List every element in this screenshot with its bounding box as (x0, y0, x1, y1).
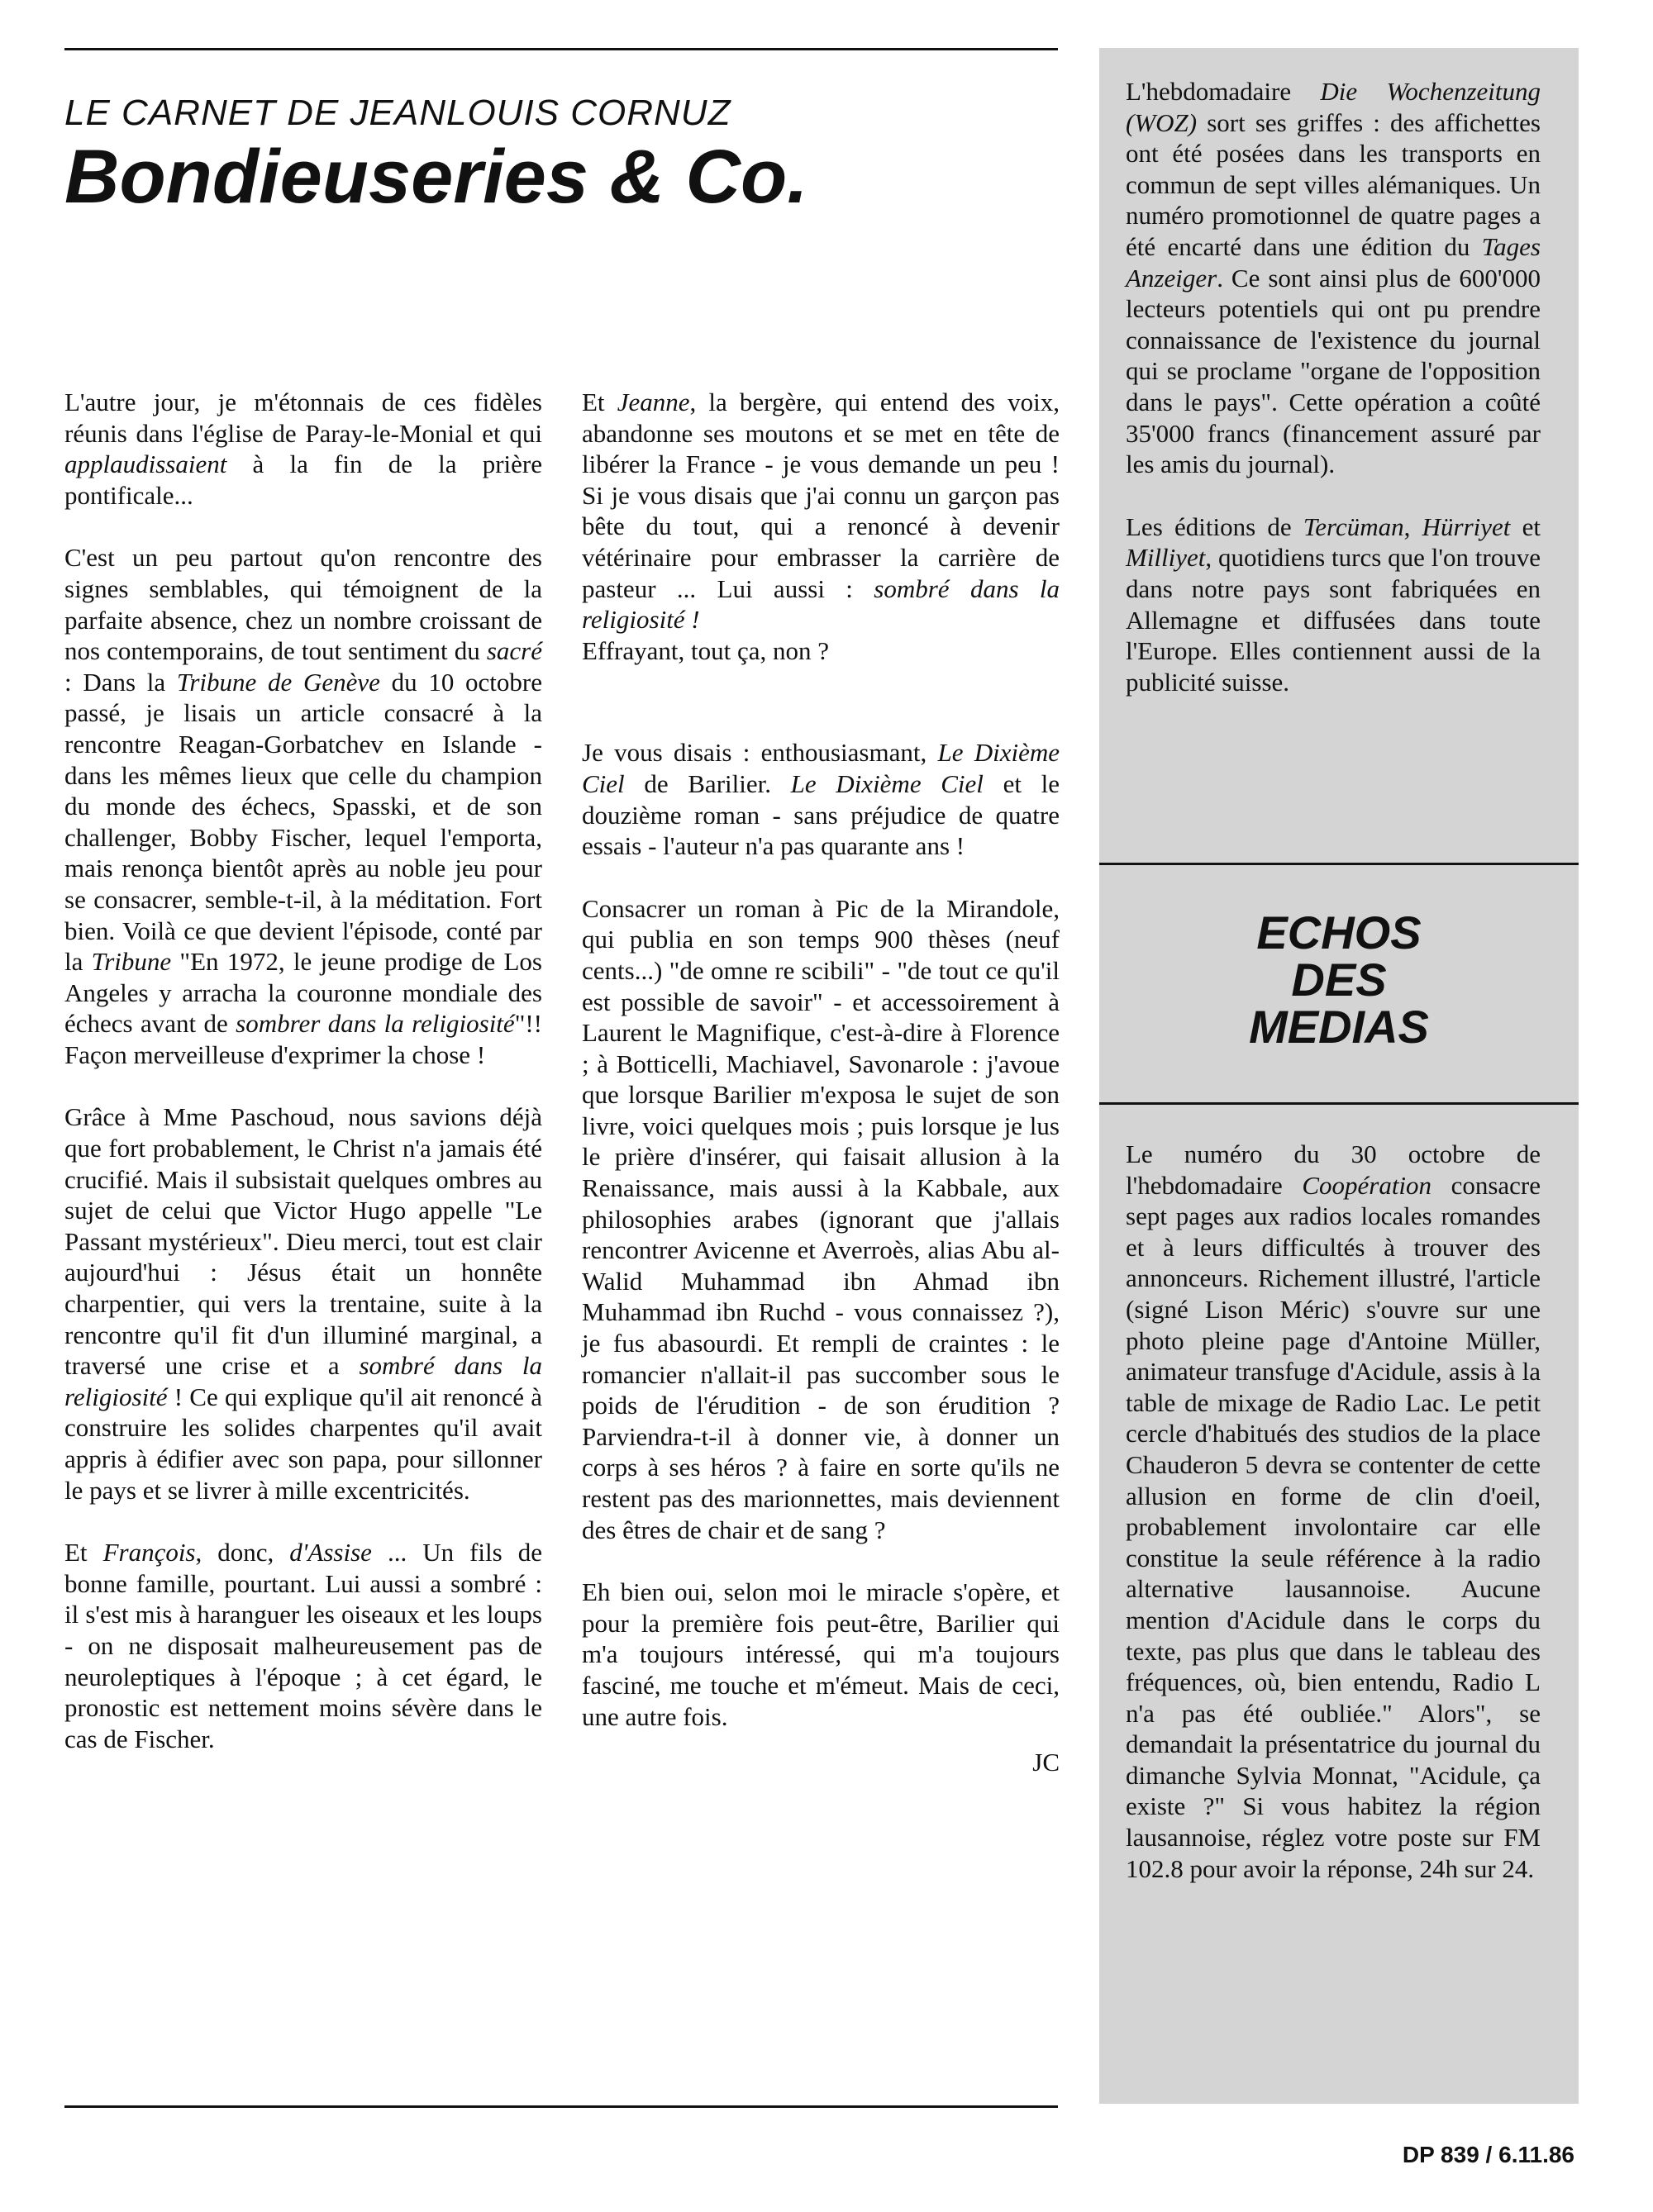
article-column-1 (64, 387, 542, 1786)
sidebar-news-bottom (1126, 1139, 1541, 1884)
top-rule (64, 48, 1058, 50)
paragraph: Et François, donc, d'Assise ... Un fils de bonne famille, pourtant. Lui aussi a sombré : il s'est mis à haranguer les oiseaux et les loups - on ne disposait malheureusement pas de neuroleptiques à l'époque ; à cet égard, le pronostic est nettement moins sévère dans le cas de Fischer. (64, 1538, 542, 1753)
section-heading: ECHOS DES MEDIAS (1249, 906, 1429, 1053)
sidebar-rule-bottom (1099, 1102, 1579, 1105)
paragraph: Consacrer un roman à Pic de la Mirandole, qui publia en son temps 900 thèses (neuf cents...) "de omne re scibili" - "de tout ce qu'il est possible de savoir" - et accessoirement à Laurent le Magnifique, c'est-à-dire à Florence ; à Botticelli, Machiavel, Savonarole : j'avoue que lorsque Barilier m'exposa le sujet de son livre, voici quelques mois ; puis lorsque je lus le prière d'insérer, qui faisait allusion à la Renaissance, mais aussi à la Kabbale, aux philosophies arabes (ignorant que j'allais rencontrer Avicenne et Averroès, alias Abu al-Walid Muhammad ibn Ahmad ibn Muhammad ibn Ruchd - vous connaissez ?), je fus abasourdi. Et rempli de craintes : le romancier n'allait-il pas succomber sous le poids de l'érudition - de son érudition ? Parviendra-t-il à donner vie, à donner un corps à ses héros ? à faire en sorte qu'ils ne restent pas des marionnettes, mais deviennent des êtres de chair et de sang ? (582, 893, 1060, 1544)
paragraph: Eh bien oui, selon moi le miracle s'opère, et pour la première fois peut-être, Barilier qui m'a toujours intéressé, qui m'a toujours fasciné, me touche et m'émeut. Mais de ceci, une autre fois. (582, 1577, 1060, 1731)
paragraph: L'hebdomadaire Die Wochenzeitung (WOZ) sort ses griffes : des affichettes ont été posées dans les transports en commun de sept villes alémaniques. Un numéro promotionnel de quatre pages a été encarté dans une édition du Tages Anzeiger. Ce sont ainsi plus de 600'000 lecteurs potentiels qui ont pu prendre connaissance de l'existence du journal qui se proclame "organe de l'opposition dans le pays". Cette opération a coûté 35'000 francs (financement assuré par les amis du journal). (1126, 77, 1541, 479)
bottom-rule (64, 2105, 1058, 2108)
paragraph: Les éditions de Tercüman, Hürriyet et Milliyet, quotidiens turcs que l'on trouve dans notre pays sont fabriquées en Allemagne et diffusées dans toute l'Europe. Elles contiennent aussi de la publicité suisse. (1126, 511, 1541, 697)
paragraph: Grâce à Mme Paschoud, nous savions déjà que fort probablement, le Christ n'a jamais été crucifié. Mais il subsistait quelques ombres au sujet de celui que Victor Hugo appelle "Le Passant mystérieux". Dieu merci, tout est clair aujourd'hui : Jésus était un honnête charpentier, qui vers la trentaine, suite à la rencontre qu'il fit d'un illuminé marginal, a traversé une crise et a sombré dans la religiosité ! Ce qui explique qu'il ait renoncé à construire les solides charpentes qu'il avait appris à édifier avec son papa, pour sillonner le pays et se livrer à mille excentricités. (64, 1102, 543, 1505)
sidebar-news-top (1126, 76, 1541, 729)
article-title: Bondieuseries & Co. (64, 135, 808, 219)
article-column-2 (582, 387, 1060, 1778)
paragraph: Le numéro du 30 octobre de l'hebdomadaire Coopération consacre sept pages aux radios locales romandes et à leurs difficultés à trouver des annonceurs. Richement illustré, l'article (signé Lison Méric) s'ouvre sur une photo pleine page d'Antoine Müller, animateur transfuge d'Acidule, assis à la table de mixage de Radio Lac. Le petit cercle d'habitués des studios de la place Chauderon 5 devra se contenter de cette allusion en forme de clin d'oeil, probablement involontaire car elle constitue la seule référence à la radio alternative lausannoise. Aucune mention d'Acidule dans le corps du texte, pas plus que dans le tableau des fréquences, où, bien entendu, Radio L n'a pas été oubliée." Alors", se demandait la présentatrice du journal du dimanche Sylvia Monnat, "Acidule, ça existe ?" Si vous habitez la région lausannoise, réglez votre poste sur FM 102.8 pour avoir la réponse, 24h sur 24. (1126, 1139, 1541, 1883)
paragraph: L'autre jour, je m'étonnais de ces fidèles réunis dans l'église de Paray-le-Monial et qui applaudissaient à la fin de la prière pontificale... (64, 388, 542, 510)
paragraph: Je vous disais : enthousiasmant, Le Dixième Ciel de Barilier. Le Dixième Ciel et le douzième roman - sans préjudice de quatre essais - l'auteur n'a pas quarante ans ! (582, 738, 1060, 861)
author-signature: JC (1032, 1748, 1060, 1777)
sidebar-rule-top (1099, 863, 1579, 865)
column-kicker: LE CARNET DE JEANLOUIS CORNUZ (64, 93, 731, 133)
paragraph: Et Jeanne, la bergère, qui entend des voix, abandonne ses moutons et se met en tête de libérer la France - je vous demande un peu ! Si je vous disais que j'ai connu un garçon pas bête du tout, qui a renoncé à devenir vétérinaire pour embrasser la carrière de pasteur ... Lui aussi : sombré dans la religiosité ! (582, 388, 1060, 635)
issue-footer: DP 839 / 6.11.86 (1402, 2142, 1574, 2167)
paragraph: Effrayant, tout ça, non ? (582, 635, 829, 665)
paragraph: C'est un peu partout qu'on rencontre des signes semblables, qui témoignent de la parfaite absence, chez un nombre croissant de nos contemporains, de tout sentiment du sacré : Dans la Tribune de Genève du 10 octobre passé, je lisais un article consacré à la rencontre Reagan-Gorbatchev en Islande - dans les mêmes lieux que celle du champion du monde des échecs, Spasski, et de son challenger, Bobby Fischer, lequel l'emporta, mais renonça bientôt après au noble jeu pour se consacrer, semble-t-il, à la méditation. Fort bien. Voilà ce que devient l'épisode, conté par la Tribune "En 1972, le jeune prodige de Los Angeles y arracha la couronne mondiale des échecs avant de sombrer dans la religiosité"!! Façon merveilleuse d'exprimer la chose ! (64, 543, 542, 1069)
